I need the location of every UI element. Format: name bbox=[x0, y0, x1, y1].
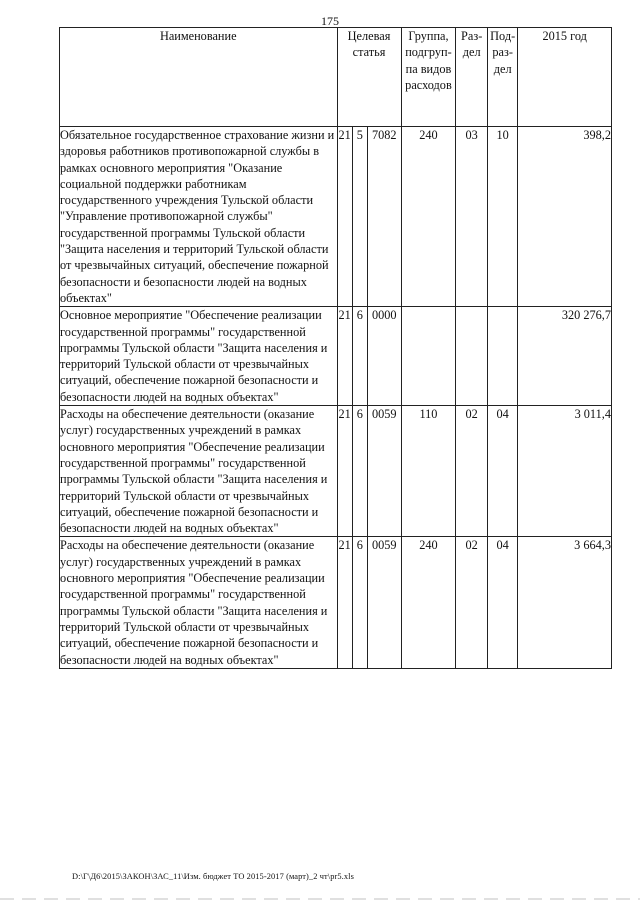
row-section: 03 bbox=[456, 127, 488, 307]
row-name: Обязательное государственное страхование жизни и здоровья работников противопожарной службы в рамках основного мероприятия "Оказание социальной поддержки работникам государственного учреждения Тульской области "Управление противопожарной службы" государственной программы Тульской области "Защита населения и территорий Тульской области от чрезвычайных ситуаций, обеспечение пожарной безопасности и безопасности людей на водных объектах" bbox=[60, 127, 338, 307]
row-expense-group: 110 bbox=[401, 406, 456, 537]
row-target-direction: 0059 bbox=[367, 406, 401, 537]
row-target-subprogram: 6 bbox=[352, 406, 367, 537]
table-row bbox=[60, 537, 612, 668]
row-subsection bbox=[487, 307, 517, 406]
row-section bbox=[456, 307, 488, 406]
header-year: 2015 год bbox=[518, 28, 612, 127]
row-target-subprogram: 6 bbox=[352, 307, 367, 406]
budget-table bbox=[59, 27, 612, 669]
row-name: Основное мероприятие "Обеспечение реализации государственной программы" государственной программы Тульской области "Защита населения и территорий Тульской области от чрезвычайных ситуаций, обеспечение пожарной безопасности и безопасности людей на водных объектах" bbox=[60, 307, 338, 406]
row-section: 02 bbox=[456, 406, 488, 537]
table-row bbox=[60, 307, 612, 406]
table-header-row bbox=[60, 28, 612, 127]
row-subsection: 04 bbox=[487, 406, 517, 537]
row-target-program: 21 bbox=[337, 537, 352, 668]
row-target-direction: 0000 bbox=[367, 307, 401, 406]
row-target-direction: 7082 bbox=[367, 127, 401, 307]
header-target-article: Целевая статья bbox=[337, 28, 401, 127]
row-amount: 398,2 bbox=[518, 127, 612, 307]
row-target-program: 21 bbox=[337, 127, 352, 307]
table-row bbox=[60, 127, 612, 307]
row-target-program: 21 bbox=[337, 307, 352, 406]
page-number: 175 bbox=[321, 14, 339, 28]
header-expense-group: Группа, подгруп- па видов расходов bbox=[401, 28, 456, 127]
row-target-program: 21 bbox=[337, 406, 352, 537]
row-subsection: 04 bbox=[487, 537, 517, 668]
row-name: Расходы на обеспечение деятельности (оказание услуг) государственных учреждений в рамках основного мероприятия "Обеспечение реализации государственной программы" государственной программы Тульской области "Защита населения и территорий Тульской области от чрезвычайных ситуаций, обеспечение пожарной безопасности и безопасности людей на водных объектах" bbox=[60, 406, 338, 537]
row-expense-group: 240 bbox=[401, 537, 456, 668]
header-subsection: Под- раз- дел bbox=[487, 28, 517, 127]
row-expense-group: 240 bbox=[401, 127, 456, 307]
row-expense-group bbox=[401, 307, 456, 406]
header-section: Раз- дел bbox=[456, 28, 488, 127]
row-name: Расходы на обеспечение деятельности (оказание услуг) государственных учреждений в рамках основного мероприятия "Обеспечение реализации государственной программы" государственной программы Тульской области "Защита населения и территорий Тульской области от чрезвычайных ситуаций, обеспечение пожарной безопасности и безопасности людей на водных объектах" bbox=[60, 537, 338, 668]
file-path-footer: D:\Г\Д6\2015\ЗАКОН\ЗАС_11\Изм. бюджет ТО 2015-2017 (март)_2 чт\pr5.xls bbox=[72, 872, 354, 881]
scan-artifact-line bbox=[0, 898, 640, 900]
table-row bbox=[60, 406, 612, 537]
header-name: Наименование bbox=[60, 28, 338, 127]
row-amount: 3 011,4 bbox=[518, 406, 612, 537]
row-amount: 3 664,3 bbox=[518, 537, 612, 668]
row-subsection: 10 bbox=[487, 127, 517, 307]
row-amount: 320 276,7 bbox=[518, 307, 612, 406]
row-target-subprogram: 5 bbox=[352, 127, 367, 307]
row-section: 02 bbox=[456, 537, 488, 668]
row-target-subprogram: 6 bbox=[352, 537, 367, 668]
row-target-direction: 0059 bbox=[367, 537, 401, 668]
